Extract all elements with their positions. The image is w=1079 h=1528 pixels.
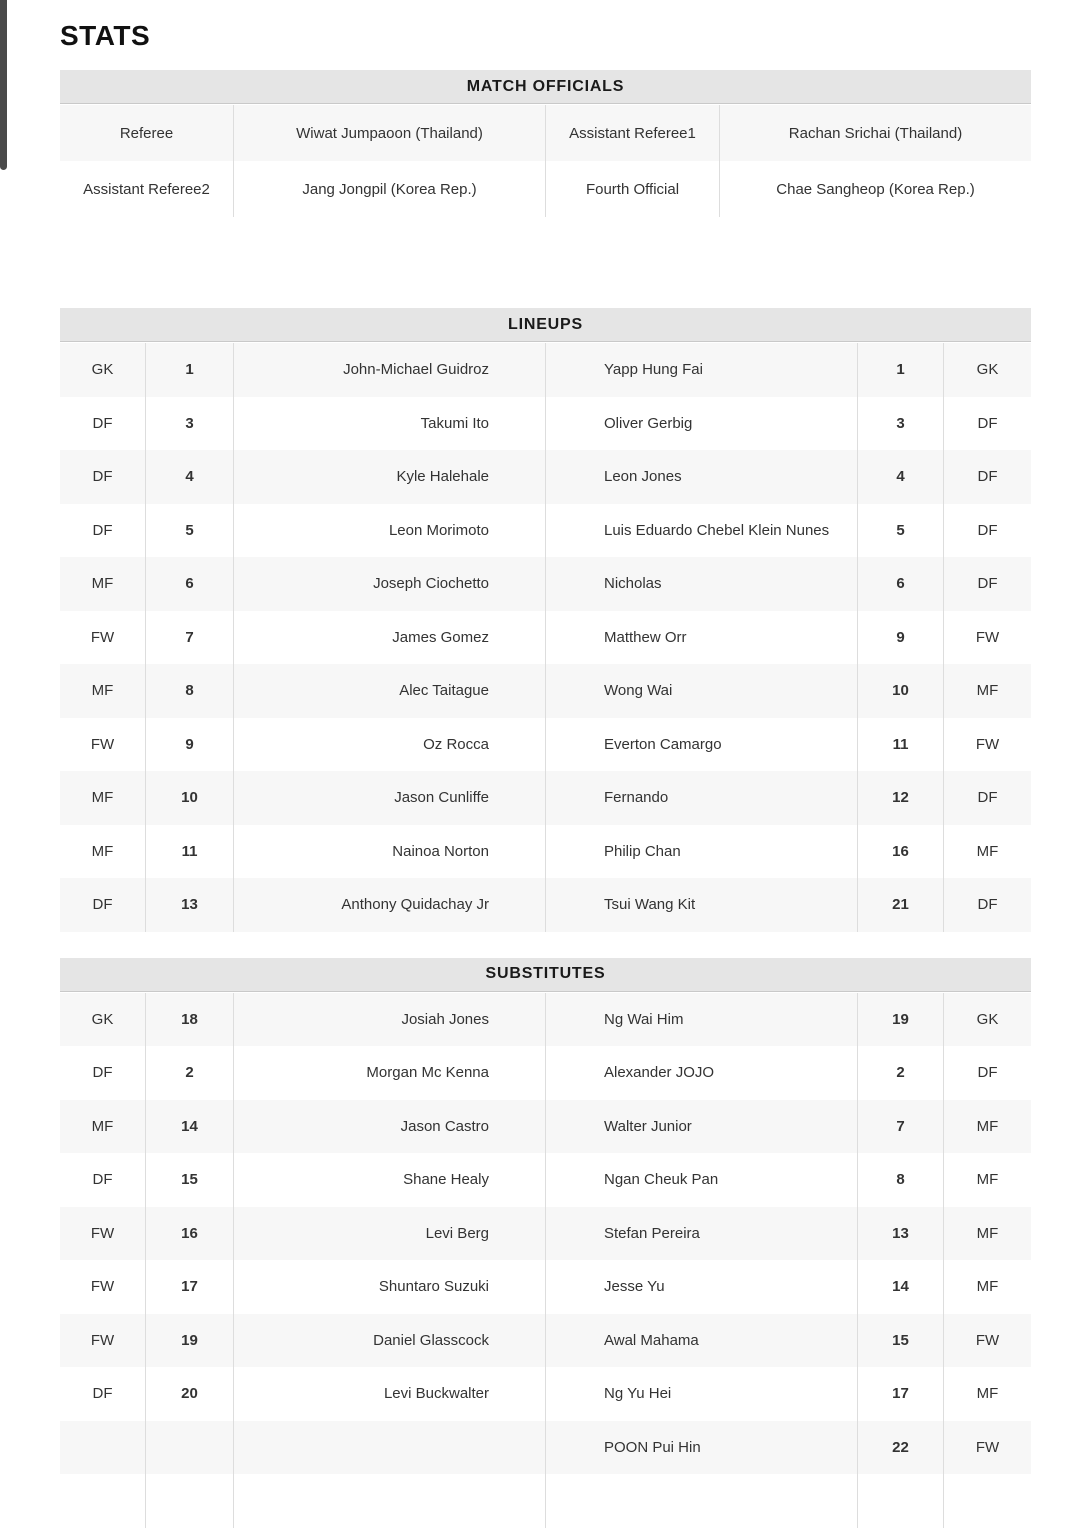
home-position: GK [60,343,146,397]
official-name: Wiwat Jumpaoon (Thailand) [234,105,546,161]
away-shirt-number: 19 [858,993,944,1047]
away-player-name: Matthew Orr [546,611,858,665]
home-shirt-number: 1 [146,343,234,397]
away-shirt-number [858,1474,944,1528]
substitute-row [60,1314,1031,1368]
official-row [60,161,1031,217]
home-shirt-number: 11 [146,825,234,879]
away-shirt-number: 11 [858,718,944,772]
home-player-name: Josiah Jones [234,993,546,1047]
home-player-name: Joseph Ciochetto [234,557,546,611]
lineup-row [60,450,1031,504]
official-role-label: Assistant Referee2 [60,161,234,217]
home-position: DF [60,397,146,451]
home-shirt-number: 2 [146,1046,234,1100]
home-shirt-number: 19 [146,1314,234,1368]
home-player-name: James Gomez [234,611,546,665]
official-name: Rachan Srichai (Thailand) [788,124,963,142]
away-position: DF [977,521,998,539]
home-position: FW [60,718,146,772]
match-officials-table [60,105,1031,217]
home-shirt-number: 3 [146,397,234,451]
home-player-name: Levi Buckwalter [234,1367,546,1421]
away-shirt-number: 13 [858,1207,944,1261]
home-shirt-number [146,1474,234,1528]
home-shirt-number: 8 [146,664,234,718]
away-shirt-number: 10 [858,664,944,718]
away-position: DF [977,575,998,593]
away-position: DF [977,789,998,807]
home-player-name: Alec Taitague [234,664,546,718]
home-player-name [234,1474,546,1528]
away-position: DF [977,414,998,432]
page-title: STATS [60,20,151,51]
away-position: GK [976,1010,999,1028]
home-shirt-number: 7 [146,611,234,665]
home-position: MF [60,1100,146,1154]
home-shirt-number: 10 [146,771,234,825]
away-position: DF [977,468,998,486]
substitute-row [60,1367,1031,1421]
away-player-name: Jesse Yu [546,1260,858,1314]
away-player-name: POON Pui Hin [546,1421,858,1475]
away-shirt-number: 21 [858,878,944,932]
away-player-name: Philip Chan [546,825,858,879]
home-player-name: Nainoa Norton [234,825,546,879]
official-name: Jang Jongpil (Korea Rep.) [234,161,546,217]
substitutes-header: SUBSTITUTES [60,958,1031,992]
home-position [60,1474,146,1528]
home-position: DF [60,1153,146,1207]
spacer [60,217,1031,308]
home-player-name [234,1421,546,1475]
away-shirt-number: 1 [858,343,944,397]
home-player-name: Daniel Glasscock [234,1314,546,1368]
home-player-name: Leon Morimoto [234,504,546,558]
home-player-name: Jason Castro [234,1100,546,1154]
official-role-label: Fourth Official [546,161,720,217]
home-position [60,1421,146,1475]
away-player-name: Wong Wai [546,664,858,718]
away-shirt-number: 5 [858,504,944,558]
spacer [60,932,1031,958]
away-player-name: Tsui Wang Kit [546,878,858,932]
lineups-section [60,308,1031,932]
home-player-name: John-Michael Guidroz [234,343,546,397]
home-shirt-number: 5 [146,504,234,558]
away-shirt-number: 22 [858,1421,944,1475]
home-player-name: Oz Rocca [234,718,546,772]
substitute-row [60,1207,1031,1261]
home-shirt-number: 15 [146,1153,234,1207]
official-row [60,105,1031,161]
lineup-row [60,343,1031,397]
home-position: DF [60,1046,146,1100]
away-position: MF [976,1385,999,1403]
lineup-row [60,557,1031,611]
home-player-name: Jason Cunliffe [234,771,546,825]
home-player-name: Takumi Ito [234,397,546,451]
home-player-name: Levi Berg [234,1207,546,1261]
away-player-name: Stefan Pereira [546,1207,858,1261]
away-shirt-number: 9 [858,611,944,665]
home-position: MF [60,664,146,718]
home-shirt-number: 13 [146,878,234,932]
home-position: GK [60,993,146,1047]
away-position: MF [976,682,999,700]
substitute-row [60,1421,1031,1475]
lineup-row [60,825,1031,879]
away-shirt-number: 17 [858,1367,944,1421]
lineup-row [60,664,1031,718]
home-position: DF [60,878,146,932]
away-player-name: Alexander JOJO [546,1046,858,1100]
away-player-name: Ng Yu Hei [546,1367,858,1421]
home-shirt-number: 16 [146,1207,234,1261]
official-role-label: Referee [60,105,234,161]
home-position: DF [60,450,146,504]
home-player-name: Shane Healy [234,1153,546,1207]
away-player-name: Nicholas [546,557,858,611]
away-position: FW [975,735,1000,753]
away-player-name: Luis Eduardo Chebel Klein Nunes [546,504,858,558]
home-position: FW [60,1207,146,1261]
home-player-name: Shuntaro Suzuki [234,1260,546,1314]
lineup-row [60,718,1031,772]
away-position: MF [976,1117,999,1135]
away-position: DF [977,1064,998,1082]
home-shirt-number: 6 [146,557,234,611]
away-player-name: Awal Mahama [546,1314,858,1368]
home-shirt-number: 20 [146,1367,234,1421]
away-shirt-number: 7 [858,1100,944,1154]
away-shirt-number: 2 [858,1046,944,1100]
away-player-name: Fernando [546,771,858,825]
away-player-name: Leon Jones [546,450,858,504]
away-shirt-number: 6 [858,557,944,611]
away-player-name: Oliver Gerbig [546,397,858,451]
home-shirt-number: 4 [146,450,234,504]
home-shirt-number: 18 [146,993,234,1047]
home-position: DF [60,504,146,558]
substitutes-section [60,958,1031,1528]
substitute-row [60,1474,1031,1528]
match-officials-header: MATCH OFFICIALS [60,70,1031,104]
away-position [944,1474,1031,1528]
official-role-label: Assistant Referee1 [546,105,720,161]
away-player-name: Ng Wai Him [546,993,858,1047]
substitute-row [60,1046,1031,1100]
home-position: MF [60,771,146,825]
away-player-name: Yapp Hung Fai [546,343,858,397]
home-shirt-number [146,1421,234,1475]
lineups-table [60,343,1031,932]
away-position: MF [976,1224,999,1242]
home-position: DF [60,1367,146,1421]
home-player-name: Anthony Quidachay Jr [234,878,546,932]
home-position: MF [60,557,146,611]
stats-page [60,0,1031,1528]
substitutes-table [60,993,1031,1528]
home-position: FW [60,611,146,665]
away-shirt-number: 8 [858,1153,944,1207]
official-name: Chae Sangheop (Korea Rep.) [776,180,975,198]
lineup-row [60,611,1031,665]
home-position: FW [60,1260,146,1314]
away-shirt-number: 3 [858,397,944,451]
lineup-row [60,504,1031,558]
away-position: FW [975,1438,1000,1456]
home-shirt-number: 17 [146,1260,234,1314]
away-position: MF [976,1171,999,1189]
away-shirt-number: 14 [858,1260,944,1314]
substitute-row [60,1100,1031,1154]
home-shirt-number: 14 [146,1100,234,1154]
home-position: MF [60,825,146,879]
away-shirt-number: 12 [858,771,944,825]
away-position: DF [977,896,998,914]
away-position: MF [976,1278,999,1296]
home-player-name: Kyle Halehale [234,450,546,504]
away-player-name: Everton Camargo [546,718,858,772]
lineup-row [60,397,1031,451]
away-player-name: Ngan Cheuk Pan [546,1153,858,1207]
away-position: MF [976,842,999,860]
match-officials-section [60,70,1031,217]
away-shirt-number: 15 [858,1314,944,1368]
home-position: FW [60,1314,146,1368]
away-shirt-number: 16 [858,825,944,879]
lineups-header: LINEUPS [60,308,1031,342]
substitute-row [60,993,1031,1047]
away-position: GK [976,361,999,379]
lineup-row [60,878,1031,932]
away-position: FW [975,1331,1000,1349]
substitute-row [60,1260,1031,1314]
home-shirt-number: 9 [146,718,234,772]
away-position: FW [975,628,1000,646]
lineup-row [60,771,1031,825]
away-player-name [546,1474,858,1528]
home-player-name: Morgan Mc Kenna [234,1046,546,1100]
scrollbar-thumb[interactable] [0,0,7,170]
substitute-row [60,1153,1031,1207]
away-shirt-number: 4 [858,450,944,504]
away-player-name: Walter Junior [546,1100,858,1154]
